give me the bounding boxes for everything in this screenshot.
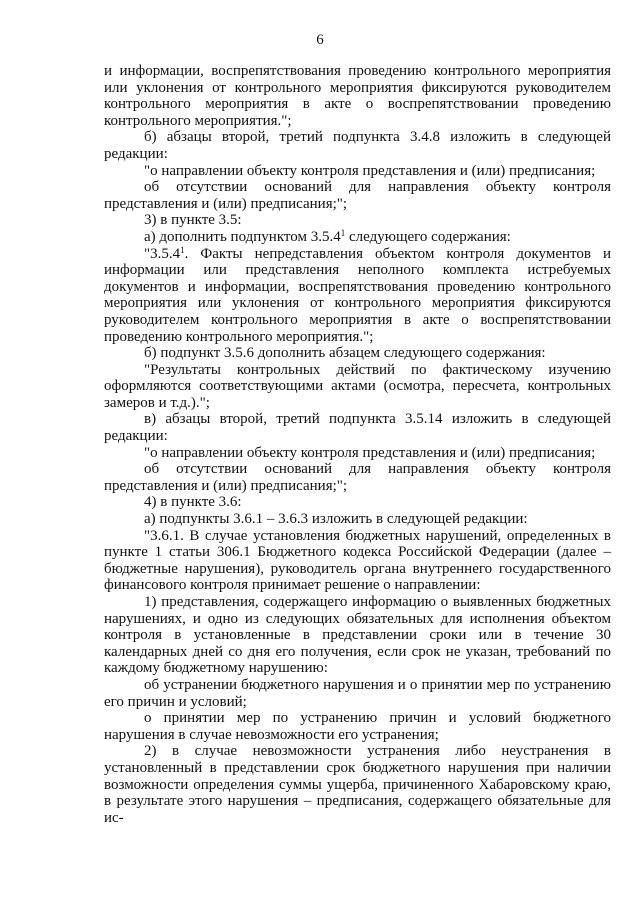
paragraph-11: об отсутствии оснований для направления объекту контроля представления и (или) предписания;"; xyxy=(104,461,611,494)
paragraph-6: "3.5.4$^1$. Факты непредставления объектом контроля документов и информации или представления неполного комплекта истребуемых документов и информации, воспрепятствования проведению контрольного мероприятия или уклонения от контрольного мероприятия фиксируются руководителем контрольного мероприятия в акте о воспрепятствовании проведению контрольного мероприятия."; xyxy=(104,244,611,345)
paragraph-3: об отсутствии оснований для направления объекту контроля представления и (или) предписания;"; xyxy=(104,179,611,212)
paragraph-7: б) подпункт 3.5.6 дополнить абзацем следующего содержания: xyxy=(144,345,546,362)
superscript: 1 xyxy=(340,227,346,238)
paragraph-16: об устранении бюджетного нарушения и о принятии мер по устранению его причин и условий; xyxy=(104,676,611,710)
paragraph-15: 1) представления, содержащего информацию о выявленных бюджетных нарушениях, и одно из следующих обязательных для исполнения объектом контроля в установленные в представлении сроки или в течение 30 календарных дней со дня его получения, если срок не указан, требований по каждому бюджетному нарушению: xyxy=(104,594,611,677)
paragraph-12: 4) в пункте 3.6: xyxy=(144,494,242,511)
paragraph-2: "о направлении объекту контроля представления и (или) предписания; xyxy=(144,162,596,179)
paragraph-10: "о направлении объекту контроля представления и (или) предписания; xyxy=(144,444,596,461)
document-body xyxy=(104,63,611,826)
paragraph-0: и информации, воспрепятствования проведению контрольного мероприятия или уклонения от контрольного мероприятия фиксируются руководителем контрольного мероприятия в акте о воспрепятствовании проведению контрольного мероприятия."; xyxy=(104,63,611,129)
paragraph-4: 3) в пункте 3.5: xyxy=(144,212,242,229)
paragraph-18: 2) в случае невозможности устранения либо неустранения в установленный в представлении срок бюджетного нарушения при наличии возможности определения суммы ущерба, причиненного Хабаровскому краю, в результате этого нарушения – предписания, содержащего обязательные для ис- xyxy=(104,743,611,826)
paragraph-5: а) дополнить подпунктом 3.5.4$^1$ следующего содержания: xyxy=(144,227,511,245)
paragraph-8: "Результаты контрольных действий по фактическому изучению оформляются соответствующими актами (осмотра, пересчета, контрольных замеров и т.д.)."; xyxy=(104,361,611,411)
paragraph-9: в) абзацы второй, третий подпункта 3.5.14 изложить в следующей редакции: xyxy=(104,411,611,445)
paragraph-1: б) абзацы второй, третий подпункта 3.4.8 изложить в следующей редакции: xyxy=(104,129,611,162)
paragraph-17: о принятии мер по устранению причин и условий бюджетного нарушения в случае невозможности его устранения; xyxy=(104,710,611,743)
paragraph-14: "3.6.1. В случае установления бюджетных нарушений, определенных в пункте 1 статьи 306.1 Бюджетного кодекса Российской Федерации (далее – бюджетные нарушения), руководитель органа внутреннего государственного финансового контроля принимает решение о направлении: xyxy=(104,527,611,594)
superscript: 1 xyxy=(180,244,185,255)
page-number: 6 xyxy=(316,32,324,48)
paragraph-13: а) подпункты 3.6.1 – 3.6.3 изложить в следующей редакции: xyxy=(144,511,528,528)
